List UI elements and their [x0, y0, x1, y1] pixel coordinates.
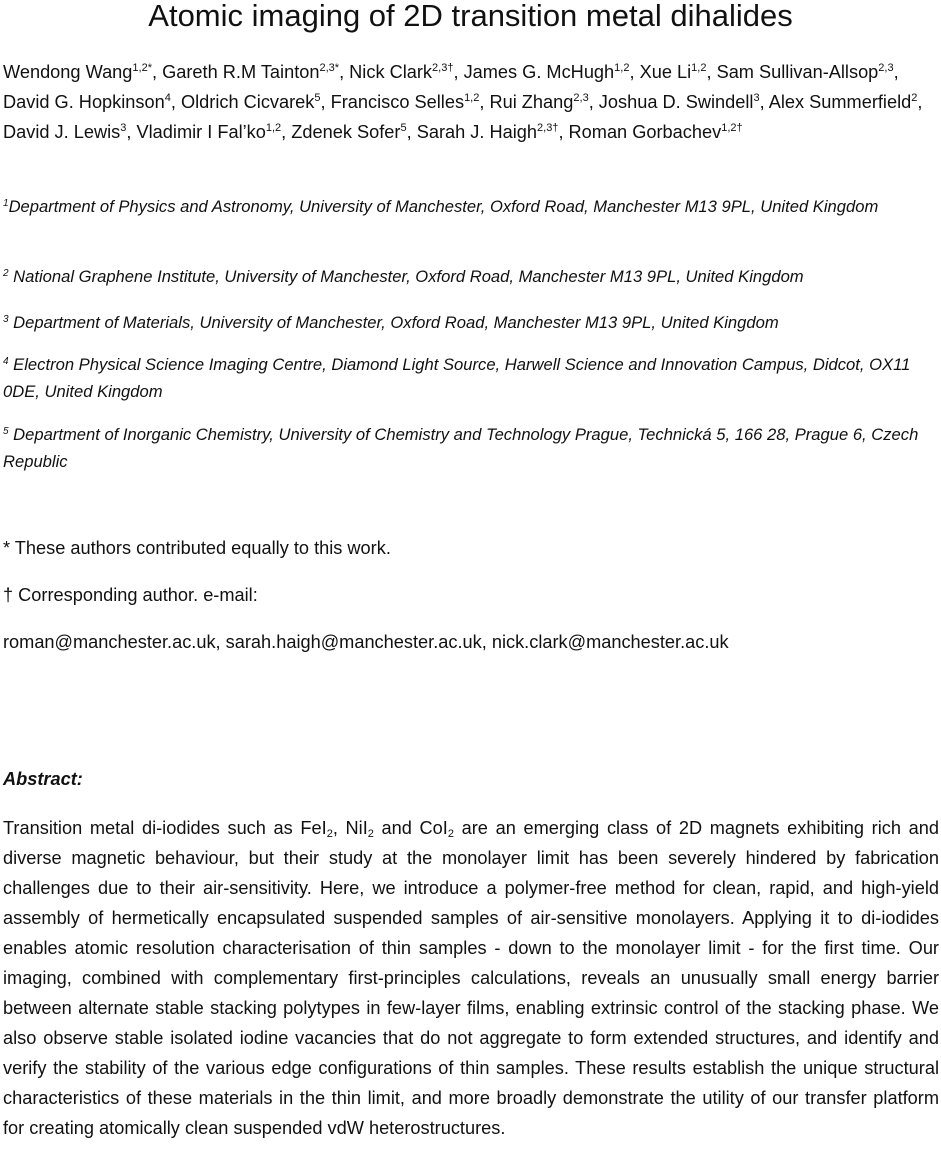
corresponding-author-note: † Corresponding author. e-mail:: [3, 585, 258, 605]
author-affiliation-marker: 2,3†: [432, 62, 454, 74]
affiliation-number: 3: [3, 314, 9, 325]
author-affiliation-marker: 1,2: [265, 122, 282, 134]
author-name: Wendong Wang: [3, 62, 133, 82]
author-name: David J. Lewis: [3, 122, 121, 142]
affiliation-2: [3, 263, 933, 290]
author-affiliation-marker: 2: [911, 92, 918, 104]
affiliation-text: Department of Materials, University of Manchester, Oxford Road, Manchester M13 9PL, United Kingdom: [8, 313, 779, 332]
author-affiliation-marker: 4: [164, 92, 171, 104]
author-affiliation-marker: 5: [314, 92, 321, 104]
author-name: Zdenek Sofer: [291, 122, 401, 142]
author-name: Nick Clark: [349, 62, 433, 82]
author-name: Xue Li: [639, 62, 692, 82]
affiliation-text: National Graphene Institute, University of Manchester, Oxford Road, Manchester M13 9PL, United Kingdom: [8, 267, 804, 286]
author-affiliation-marker: 1,2: [464, 92, 480, 104]
author-affiliation-marker: 5: [400, 122, 407, 134]
affiliation-3: [3, 309, 933, 336]
author-name: Vladimir I Fal’ko: [136, 122, 266, 142]
author-affiliation-marker: 2,3*: [319, 62, 340, 74]
author-affiliation-marker: 2,3†: [537, 122, 559, 134]
affiliation-text: Department of Inorganic Chemistry, University of Chemistry and Technology Prague, Technická 5, 166 28, Prague 6, Czech Republic: [3, 425, 919, 471]
affiliation-4: [3, 351, 933, 405]
affiliation-number: 5: [3, 426, 9, 437]
author-affiliation-marker: 1,2: [614, 62, 630, 74]
affiliation-number: 4: [3, 356, 9, 367]
author-affiliation-marker: 3: [753, 92, 760, 104]
author-name: Roman Gorbachev: [568, 122, 722, 142]
author-name: David G. Hopkinson: [3, 92, 165, 112]
affiliation-text: Electron Physical Science Imaging Centre, Diamond Light Source, Harwell Science and Innovation Campus, Didcot, OX11 0DE, United Kingdom: [3, 355, 911, 401]
abstract-text: Transition metal di-iodides such as FeI$_2$, NiI$_2$ and CoI$_2$ are an emerging class of 2D magnets exhibiting rich and diverse magnetic behaviour, but their study at the monolayer limit has been severely hindered by fabrication challenges due to their air-sensitivity. Here, we introduce a polymer-free method for clean, rapid, and high-yield assembly of hermetically encapsulated suspended samples of air-sensitive monolayers. Applying it to di-iodides enables atomic resolution characterisation of thin samples - down to the monolayer limit - for the first time. Our imaging, combined with complementary first-principles calculations, reveals an unusually small energy barrier between alternate stable stacking polytypes in few-layer films, enabling extrinsic control of the stacking phase. We also observe stable isolated iodine vacancies that do not aggregate to form extended structures, and identify and verify the stability of the various edge configurations of thin samples. These results establish the unique structural characteristics of these materials in the thin limit, and more broadly demonstrate the utility of our transfer platform for creating atomically clean suspended vdW heterostructures.: [3, 818, 939, 1138]
author-affiliation-marker: 1,2†: [721, 122, 743, 134]
paper-title: Atomic imaging of 2D transition metal dihalides: [148, 0, 793, 33]
author-affiliation-marker: 2,3: [878, 62, 894, 74]
affiliation-number: 2: [3, 268, 9, 279]
author-name: Oldrich Cicvarek: [180, 92, 315, 112]
author-name: James G. McHugh: [463, 62, 615, 82]
affiliation-text: Department of Physics and Astronomy, University of Manchester, Oxford Road, Manchester M13 9PL, United Kingdom: [8, 197, 879, 216]
author-name: Francisco Selles: [330, 92, 465, 112]
author-name: Joshua D. Swindell: [598, 92, 754, 112]
author-name: Sarah J. Haigh: [416, 122, 538, 142]
author-name: Gareth R.M Tainton: [162, 62, 320, 82]
author-name: Alex Summerfield: [768, 92, 912, 112]
author-affiliation-marker: 1,2*: [132, 62, 152, 74]
author-affiliation-marker: 3: [120, 122, 127, 134]
author-list: Wendong Wang$^{1,2*}$, Gareth R.M Tainton$^{2,3*}$, Nick Clark$^{2,3\dagger}$, James G. McHugh$^{1,2}$, Xue Li$^{1,2}$, Sam Sullivan-Allsop$^{2,3}$, David G. Hopkinson$^4$, Oldrich Cicvarek$^5$, Francisco Selles$^{1,2}$, Rui Zhang$^{2,3}$, Joshua D. Swindell$^3$, Alex Summerfield$^2$, David J. Lewis$^3$, Vladimir I Fal’ko$^{1,2}$, Zdenek Sofer$^5$, Sarah J. Haigh$^{2,3\dagger}$, Roman Gorbachev$^{1,2\dagger}$: [3, 62, 923, 142]
author-name: Sam Sullivan-Allsop: [716, 62, 879, 82]
author-affiliation-marker: 2,3: [573, 92, 589, 104]
author-affiliation-marker: 1,2: [691, 62, 707, 74]
contact-emails: roman@manchester.ac.uk, sarah.haigh@manchester.ac.uk, nick.clark@manchester.ac.uk: [3, 632, 729, 652]
equal-contribution-note: * These authors contributed equally to this work.: [3, 538, 391, 558]
abstract-heading: Abstract:: [3, 769, 83, 789]
affiliation-1: [3, 193, 933, 220]
affiliation-number: 1: [3, 198, 9, 209]
affiliation-5: [3, 421, 933, 475]
author-name: Rui Zhang: [489, 92, 574, 112]
